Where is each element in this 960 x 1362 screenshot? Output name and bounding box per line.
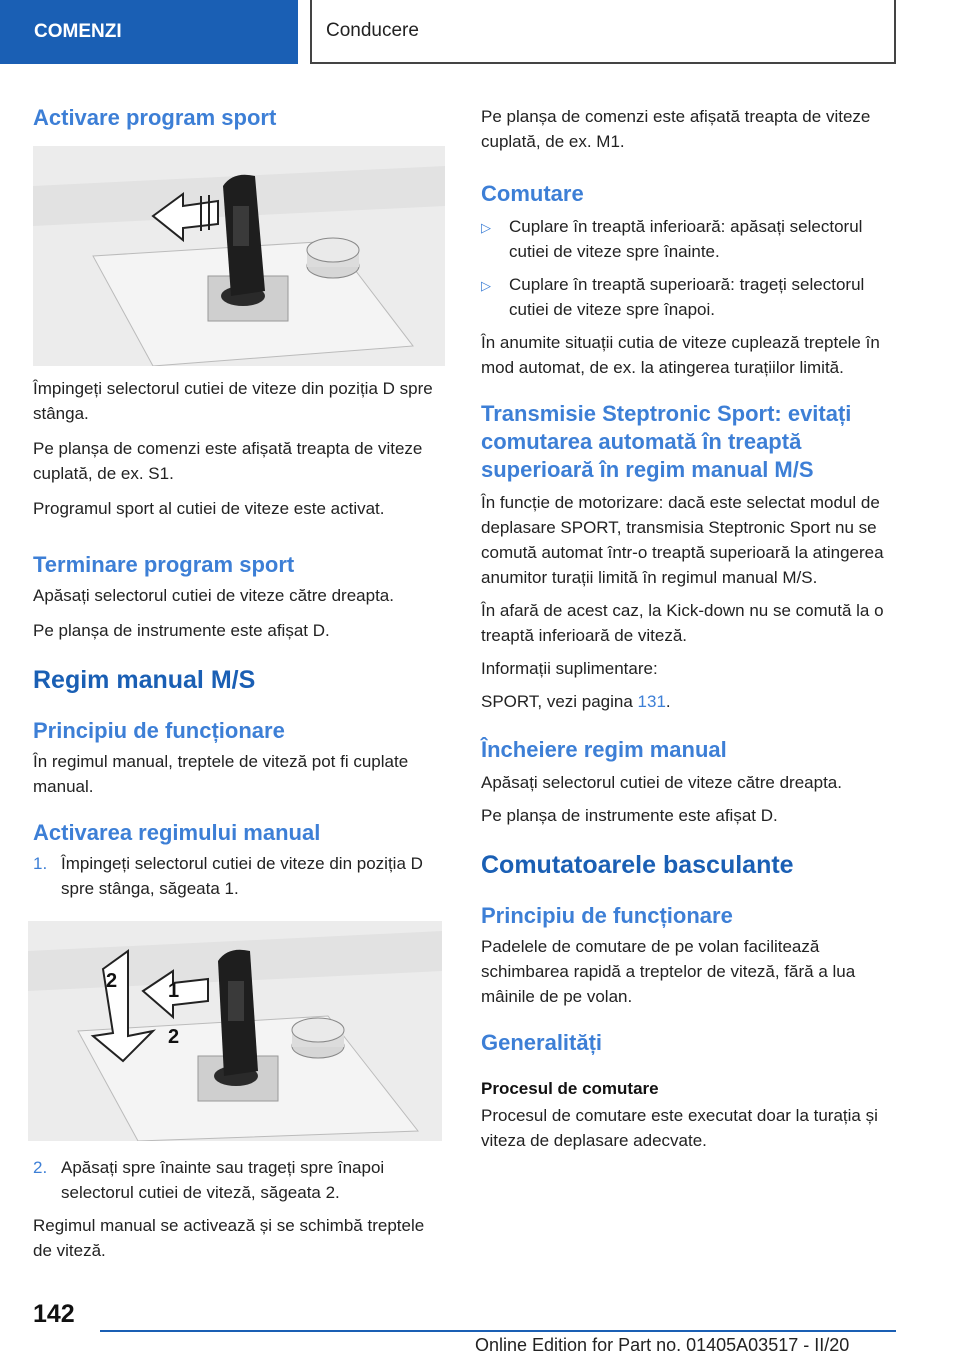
heading-procesul: Procesul de comutare <box>481 1079 659 1098</box>
paragraph: În afară de acest caz, la Kick-down nu se comută la o treaptă inferioară de viteză. <box>481 601 884 645</box>
paragraph: Pe planșa de instrumente este afișat D. <box>33 621 330 640</box>
heading-activare-sport: Activare program sport <box>33 105 277 130</box>
heading-comutatoare: Comutatoarele basculante <box>481 851 794 879</box>
triangle-bullet-icon: ▷ <box>481 278 491 293</box>
paragraph: Informații suplimentare: <box>481 659 658 678</box>
paragraph: Apăsați selectorul cutiei de viteze către dreapta. <box>33 586 394 605</box>
left-column <box>33 96 443 1263</box>
list-item <box>481 272 901 322</box>
triangle-bullet-icon: ▷ <box>481 220 491 235</box>
arrow-label-2-bottom: 2 <box>168 1026 180 1048</box>
paragraph: Programul sport al cutiei de viteze este activat. <box>33 499 385 518</box>
list-item <box>481 214 901 264</box>
bullet-text: Cuplare în treaptă inferioară: apăsați selectorul cutiei de viteze spre înainte. <box>509 217 863 261</box>
steps-list <box>33 851 443 901</box>
gear-selector-manual-illustration <box>28 921 442 1141</box>
gear-selector-illustration <box>33 146 445 366</box>
heading-incheiere: Încheiere regim manual <box>481 737 727 762</box>
right-column <box>481 96 901 1153</box>
figure-gear-selector-manual <box>28 921 442 1141</box>
page-number: 142 <box>33 1300 75 1328</box>
paragraph: Pe planșa de comenzi este afișată treapta de viteze cuplată, de ex. M1. <box>481 107 871 151</box>
page-link[interactable]: 131 <box>637 692 666 711</box>
heading-terminare: Terminare program sport <box>33 552 295 577</box>
step-number: 1. <box>33 854 48 873</box>
heading-principiu: Principiu de funcționare <box>33 718 285 743</box>
footer-divider <box>100 1330 896 1332</box>
heading-generalitati: Generalități <box>481 1030 603 1055</box>
paragraph: În funcție de motorizare: dacă este selectat modul de deplasare SPORT, transmisia Steptronic Sport nu se comută automat într-o treaptă superioară la atingerea anumitor turații limită în regimul manual M/S. <box>481 493 884 587</box>
arrow-label-2-top: 2 <box>106 970 118 992</box>
chapter-tab: COMENZI <box>0 0 298 64</box>
paragraph: În anumite situații cutia de viteze cuplează treptele în mod automat, de ex. la atingerea turațiilor limită. <box>481 333 880 377</box>
paragraph: Padelele de comutare de pe volan facilitează schimbarea rapidă a treptelor de viteză, fără a lua mâinile de pe volan. <box>481 937 856 1006</box>
heading-regim-manual: Regim manual M/S <box>33 666 256 694</box>
sport-ref-text: SPORT, vezi pagina <box>481 692 638 711</box>
step-text: Împingeți selectorul cutiei de viteze din poziția D spre stânga, săgeata 1. <box>61 854 423 898</box>
bullet-list <box>481 214 901 322</box>
heading-activarea-regimului: Activarea regimului manual <box>33 820 321 845</box>
steps-list-continued <box>33 1155 443 1205</box>
heading-principiu-2: Principiu de funcționare <box>481 903 733 928</box>
figure-gear-selector-sport <box>33 146 445 366</box>
paragraph: Pe planșa de instrumente este afișat D. <box>481 806 778 825</box>
paragraph: Împingeți selectorul cutiei de viteze din poziția D spre stânga. <box>33 379 433 423</box>
heading-steptronic: Transmisie Steptronic Sport: evitați comutarea automată în treaptă superioară în regim manual M/S <box>481 401 852 482</box>
paragraph: Procesul de comutare este executat doar la turația și viteza de deplasare adecvate. <box>481 1106 878 1150</box>
sport-ref-end: . <box>665 692 671 711</box>
list-item <box>33 851 443 901</box>
paragraph-sport-ref <box>481 689 901 714</box>
bullet-text: Cuplare în treaptă superioară: trageți selectorul cutiei de viteze spre înapoi. <box>509 275 865 319</box>
list-item <box>33 1155 443 1205</box>
arrow-label-1: 1 <box>168 980 180 1002</box>
section-title: Conducere <box>310 0 896 64</box>
paragraph: Pe planșa de comenzi este afișată treapta de viteze cuplată, de ex. S1. <box>33 439 423 483</box>
paragraph: Apăsați selectorul cutiei de viteze către dreapta. <box>481 773 842 792</box>
step-number: 2. <box>33 1158 48 1177</box>
paragraph: În regimul manual, treptele de viteză pot fi cuplate manual. <box>33 752 409 796</box>
footer-edition: Online Edition for Part no. 01405A03517 - II/20 <box>475 1335 850 1355</box>
step-text: Apăsați spre înainte sau trageți spre înapoi selectorul cutiei de viteză, săgeata 2. <box>61 1158 385 1202</box>
paragraph: Regimul manual se activează și se schimbă treptele de viteză. <box>33 1216 425 1260</box>
heading-comutare: Comutare <box>481 181 584 206</box>
